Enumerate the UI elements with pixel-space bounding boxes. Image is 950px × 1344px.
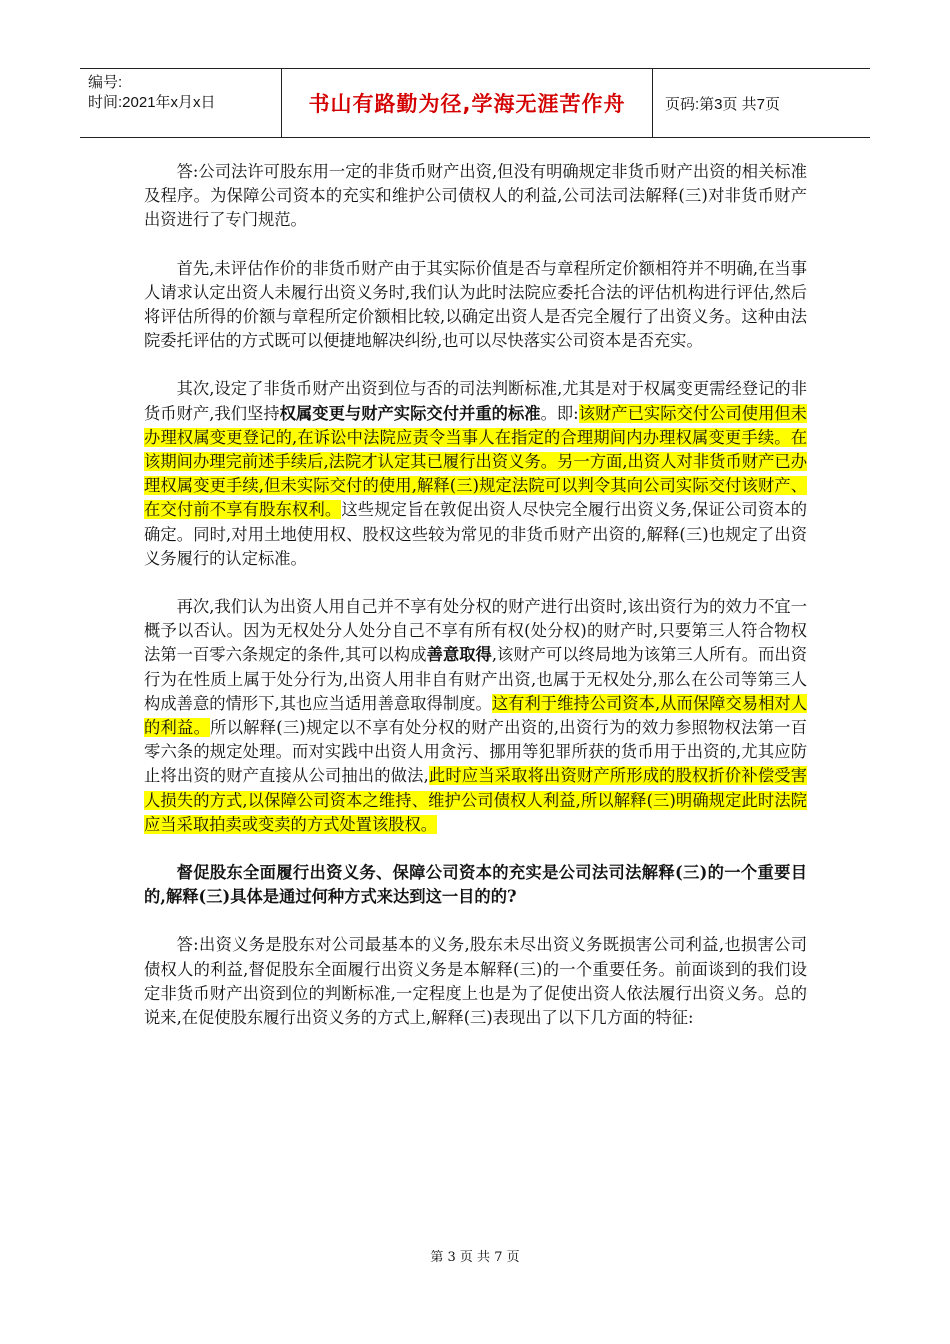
paragraph-answer-2: 答:出资义务是股东对公司最基本的义务,股东未尽出资义务既损害公司利益,也损害公司债权人的利益,督促股东全面履行出资义务是本解释(三)的一个重要任务。前面谈到的我们设定非货币财产出资到位的判断标准,一定程度上也是为了促使出资人依法履行出资义务。总的说来,在促使股东履行出资义务的方式上,解释(三)表现出了以下几方面的特征: <box>144 935 807 1028</box>
motto: 书山有路勤为径,学海无涯苦作舟 <box>282 69 653 137</box>
text-run: 这些规定旨在敦促出资人尽快完全履行出资义务,保证公司资本的确定。同时,对用土地使用权、股权这些较为常见的非货币财产出资的,解释(三)也规定了出资义务履行的认定标准。 <box>144 500 807 568</box>
time-label: 时间:2021年x月x日 <box>88 94 216 111</box>
header-meta <box>80 69 282 137</box>
paragraph-answer-1: 答:公司法许可股东用一定的非货币财产出资,但没有明确规定非货币财产出资的相关标准及程序。为保障公司资本的充实和维护公司债权人的利益,公司法司法解释(三)对非货币财产出资进行了专门规范。 <box>144 162 807 230</box>
bold-text: 善意取得 <box>426 645 492 665</box>
page-info: 页码:第3页 共7页 <box>665 95 781 113</box>
paragraph-second <box>144 377 807 571</box>
question-heading: 督促股东全面履行出资义务、保障公司资本的充实是公司法司法解释(三)的一个重要目的,解释(三)具体是通过何种方式来达到这一目的的? <box>144 863 807 907</box>
text-run: 。即: <box>540 403 579 423</box>
text-run: 再次,我们认为出资人用自己并不享有处分权的财产进行出资时,该出资行为的效力不宜一概予以否认。因为无权处分人处分自己不享有所有权(处分权)的财产时,只要第三人符合物权法第一百零六条规定的条件,其可以构成 <box>144 597 807 665</box>
highlighted-text: 这有利于维持公司资本,从而保障交易相对人的利益。 <box>144 693 807 738</box>
highlighted-text: 此时应当采取将出资财产所形成的股权折价补偿受害人损失的方式,以保障公司资本之维持、维护公司债权人利益,所以解释(三)明确规定此时法院应当采取拍卖或变卖的方式处置该股权。 <box>144 766 807 834</box>
bold-text: 权属变更与财产实际交付并重的标准 <box>279 403 541 423</box>
document-body <box>144 160 807 1054</box>
paragraph-third <box>144 595 807 837</box>
text-run: 所以解释(三)规定以不享有处分权的财产出资的,出资行为的效力参照物权法第一百零六条的规定处理。而对实践中出资人用贪污、挪用等犯罪所获的货币用于出资的,尤其应防止将出资的财产直接从公司抽出的做法, <box>144 718 807 786</box>
text-run: 其次,设定了非货币财产出资到位与否的司法判断标准,尤其是对于权属变更需经登记的非货币财产,我们坚持 <box>144 379 807 423</box>
text-run: ,该财产可以终局地为该第三人所有。而出资行为在性质上属于处分行为,出资人用非自有财产出资,也属于无权处分,那么在公司等第三人构成善意的情形下,其也应当适用善意取得制度。 <box>144 645 807 713</box>
highlighted-text: 该财产已实际交付公司使用但未办理权属变更登记的,在诉讼中法院应责令当事人在指定的合理期间内办理权属变更手续。在该期间办理完前述手续后,法院才认定其已履行出资义务。另一方面,出资人对非货币财产已办理权属变更手续,但未实际交付的使用,解释(三)规定法院可以判令其向公司实际交付该财产、在交付前不享有股东权利。 <box>144 403 807 520</box>
code-label: 编号: <box>88 74 123 91</box>
paragraph-first: 首先,未评估作价的非货币财产由于其实际价值是否与章程所定价额相符并不明确,在当事人请求认定出资人未履行出资义务时,我们认为此时法院应委托合法的评估机构进行评估,然后将评估所得的价额与章程所定价额相比较,以确定出资人是否完全履行了出资义务。这种由法院委托评估的方式既可以便捷地解决纠纷,也可以尽快落实公司资本是否充实。 <box>144 258 807 351</box>
page-header <box>80 68 870 138</box>
page-footer: 第 3 页 共 7 页 <box>430 1250 520 1265</box>
